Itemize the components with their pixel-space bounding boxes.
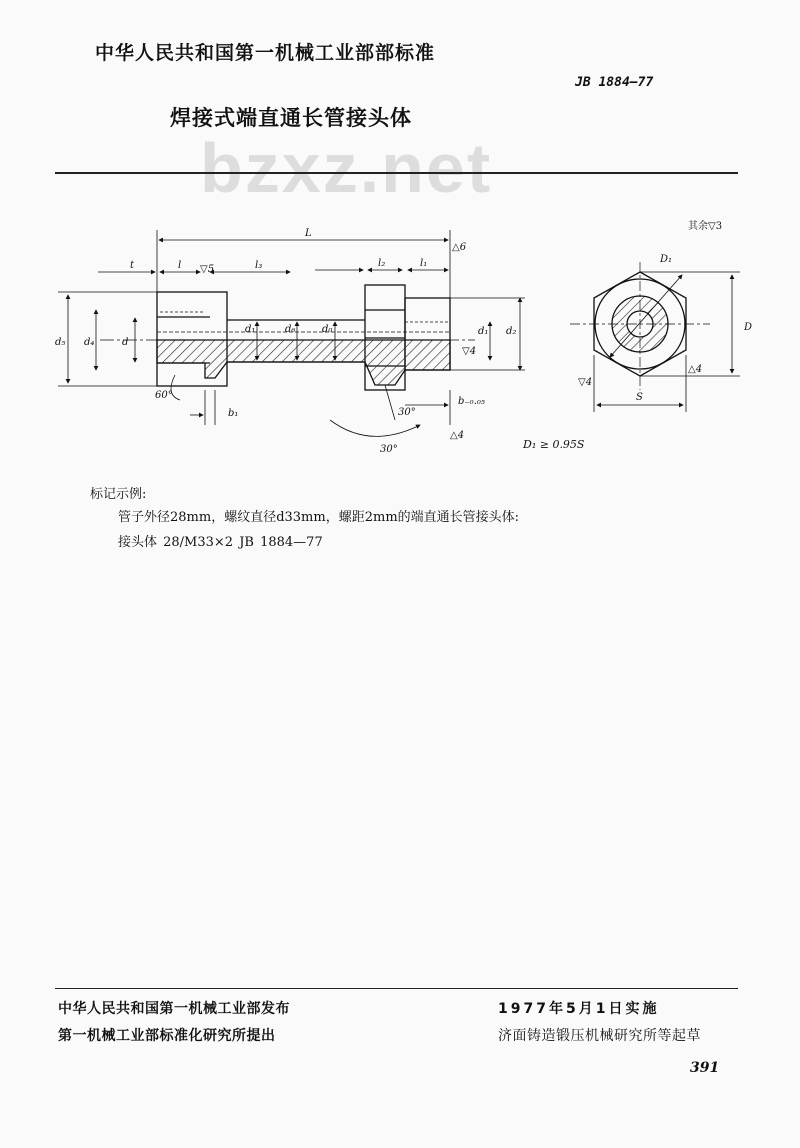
marking-heading: 标记示例: <box>90 487 147 502</box>
dim-d0: d₀ <box>322 324 333 335</box>
dim-l: l <box>178 260 182 271</box>
dim-d: d <box>122 337 129 348</box>
dim-b: b₋₀.₀₅ <box>458 396 485 407</box>
footer-rule <box>55 988 738 989</box>
angle-60: 60° <box>155 390 173 401</box>
finish-5: ▽5 <box>200 264 215 275</box>
dim-b1: b₁ <box>228 408 239 419</box>
side-view <box>100 285 475 390</box>
dim-d4: d₄ <box>84 337 95 348</box>
finish-4-b: △4 <box>450 430 465 441</box>
footer-drafter: 济面铸造锻压机械研究所等起草 <box>498 1028 701 1044</box>
footer-proposer: 第一机械工业部标准化研究所提出 <box>58 1028 276 1044</box>
organization-header: 中华人民共和国第一机械工业部部标准 <box>95 42 436 64</box>
footer-publisher: 中华人民共和国第一机械工业部发布 <box>58 1001 290 1017</box>
dim-l1: l₁ <box>420 258 428 269</box>
watermark: bzxz.net <box>200 129 493 207</box>
dim-d1-right: d₁ <box>478 326 489 337</box>
dim-l2: l₂ <box>378 258 386 269</box>
dim-l3: l₃ <box>255 260 263 271</box>
dim-t: t <box>130 260 135 271</box>
end-view-dimensions <box>594 272 740 412</box>
dim-D: D <box>744 322 753 333</box>
page-number: 391 <box>690 1060 720 1076</box>
surface-finish-note: 其余▽3 <box>688 221 723 232</box>
document-title: 焊接式端直通长管接头体 <box>170 106 412 130</box>
finish-4-a: ▽4 <box>462 346 477 357</box>
dim-D1: D₁ <box>660 254 673 265</box>
angle-30-a: 30° <box>398 407 416 418</box>
marking-code: 接头体 28/M33×2 JB 1884—77 <box>118 535 323 550</box>
finish-6: △6 <box>452 242 467 253</box>
dim-d6: d₆ <box>285 324 296 335</box>
standard-number: JB 1884—77 <box>575 75 654 90</box>
dim-L: L <box>305 228 312 239</box>
marking-description: 管子外径28mm，螺纹直径d33mm，螺距2mm的端直通长管接头体: <box>118 510 520 525</box>
footer-effective-date: 1977年5月1日实施 <box>498 1001 660 1017</box>
dim-S: S <box>636 392 643 403</box>
dim-d5: d₅ <box>55 337 66 348</box>
d1-constraint-note: D₁ ≥ 0.95S <box>523 438 585 451</box>
angle-30-b: 30° <box>380 444 398 455</box>
finish-4-d: △4 <box>688 364 703 375</box>
dim-d1: d₁ <box>245 324 256 335</box>
finish-4-c: ▽4 <box>578 377 593 388</box>
technical-drawing <box>0 0 800 480</box>
dim-d2: d₂ <box>506 326 517 337</box>
